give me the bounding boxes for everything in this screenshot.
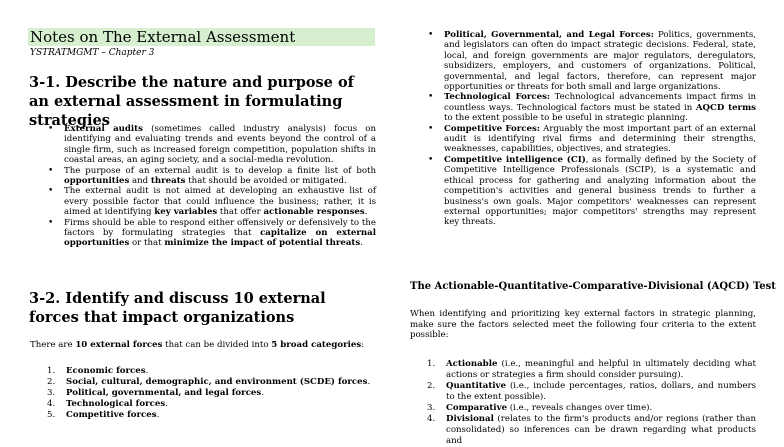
section-heading-3-2: 3-2. Identify and discuss 10 external forces that impact organizations <box>29 290 326 326</box>
item-number: 1. <box>47 366 56 376</box>
bold-term: actionable responses <box>263 207 365 218</box>
aqcd-intro: When identifying and prioritizing key external factors in strategic planning, make sure the factors selected meet the following four criteria to the extent possible: <box>410 309 756 341</box>
item-text: . <box>156 410 160 420</box>
list-item <box>410 92 756 123</box>
list-item <box>30 218 376 249</box>
section-heading-3-1: 3-1. Describe the nature and purpose of an external assessment in formulating strategies <box>29 74 354 129</box>
bold-term: Comparative <box>446 403 508 413</box>
list-item <box>30 388 376 399</box>
bold-term: Actionable <box>446 359 498 369</box>
page-subtitle: YSTRATMGMT – Chapter 3 <box>30 48 155 58</box>
item-text: (sometimes called industry analysis) focus on identifying and evaluating trends and events beyond the control of a single firm, such as increased foreign competition, population shifts in coastal areas, an aging society, and a social-media revolution. <box>64 124 377 166</box>
item-text: that should be avoided or mitigated. <box>185 176 347 187</box>
item-text: The external audit is not aimed at developing an exhaustive list of every possible factor that could influence the business; rather, it is aimed at identifying <box>64 186 376 218</box>
bold-term: Divisional <box>446 414 494 424</box>
bold-term: 10 external forces <box>75 340 163 350</box>
item-text: that offer <box>217 207 264 218</box>
bold-term: Political, Governmental, and Legal Forces: <box>444 30 654 40</box>
item-text: Technological advancements impact firms in countless ways. Technological factors must be stated in <box>444 92 756 113</box>
list-item <box>410 359 756 381</box>
bold-term: Competitive Forces: <box>444 123 541 134</box>
external-forces-bullets <box>410 30 756 228</box>
aqcd-heading: The Actionable-Quantitative-Comparative-Divisional (AQCD) Test <box>410 281 776 292</box>
bold-term: threats <box>150 176 186 187</box>
item-number: 1. <box>427 359 436 369</box>
item-text: . <box>165 399 168 409</box>
item-text: . <box>367 377 371 387</box>
item-text: and <box>129 176 151 187</box>
aqcd-criteria-list <box>410 359 756 447</box>
item-text: or that <box>129 238 165 249</box>
list-item <box>30 377 376 388</box>
intro-text: : <box>361 340 365 350</box>
item-text: (relates to the firm's products and/or regions (rather than consolidated) so inferences can be drawn regarding what products and <box>446 414 756 446</box>
bold-term: Competitive intelligence (CI) <box>444 154 586 165</box>
item-text: Politics, governments, and legislators can often do impact strategic decisions. Federal, state, local, and foreign governments are major regulators, deregulators, subsidizers, employers, and customers of organizations. Political, governmental, and legal factors, therefore, can represent major opportunities or threats for both small and large organizations. <box>444 30 756 93</box>
page-title: Notes on The External Assessment <box>30 28 296 46</box>
bold-term: key variables <box>154 207 218 218</box>
item-text: Firms should be able to respond either offensively or defensively to the factors by formulating strategies that <box>64 217 376 239</box>
bold-term: minimize the impact of potential threats <box>164 238 361 249</box>
bold-term: Economic forces <box>66 366 146 376</box>
item-number: 5. <box>47 410 56 420</box>
item-text: to the extent possible to be useful in strategic planning. <box>444 113 688 124</box>
item-number: 2. <box>427 381 436 391</box>
list-item <box>410 155 756 228</box>
item-text: (i.e., include percentages, ratios, dollars, and numbers to the extent possible). <box>446 381 756 402</box>
item-text: . <box>145 366 149 376</box>
bold-term: Political, governmental, and legal forces <box>66 388 262 398</box>
section-3-1-bullets <box>30 124 376 249</box>
bold-term: Technological forces <box>66 399 166 409</box>
section-3-2-intro <box>30 340 376 351</box>
list-item <box>30 166 376 187</box>
bold-term: Quantitative <box>446 381 507 391</box>
list-item <box>30 399 376 410</box>
item-number: 3. <box>47 388 56 398</box>
item-text: (i.e., reveals changes over time). <box>507 403 653 413</box>
bold-term: AQCD terms <box>695 102 756 113</box>
item-text: (i.e., meaningful and helpful in ultimately deciding what actions or strategies a firm should consider pursuing). <box>446 359 756 380</box>
item-number: 2. <box>47 377 56 387</box>
list-item <box>30 410 376 421</box>
forces-list <box>30 366 376 421</box>
intro-text: There are <box>30 340 76 350</box>
item-text: . <box>360 238 363 249</box>
list-item <box>410 124 756 155</box>
bold-term: opportunities <box>64 176 130 187</box>
bold-term: Social, cultural, demographic, and environment (SCDE) forces <box>66 377 368 387</box>
bold-term: Technological Forces: <box>444 92 551 103</box>
item-number: 4. <box>47 399 56 409</box>
item-text: The purpose of an external audit is to develop a finite list of both <box>64 165 376 176</box>
bold-term: capitalize on external opportunities <box>64 228 377 249</box>
bold-term: Competitive forces <box>66 410 157 420</box>
item-text: . <box>261 388 264 398</box>
intro-text: that can be divided into <box>162 340 272 350</box>
bold-term: 5 broad categories <box>271 340 362 350</box>
list-item <box>410 403 756 414</box>
list-item <box>30 186 376 217</box>
item-number: 3. <box>427 403 436 413</box>
list-item <box>410 381 756 403</box>
bold-term: External audits <box>64 124 143 134</box>
list-item <box>30 366 376 377</box>
list-item <box>30 124 376 166</box>
list-item <box>410 30 756 92</box>
item-text: . <box>364 207 368 218</box>
item-text: Arguably the most important part of an external audit is identifying rival firms and determining their strengths, weaknesses, capabilities, objectives, and strategies. <box>444 123 757 155</box>
item-number: 4. <box>427 414 436 424</box>
item-text: , as formally defined by the Society of Competitive Intelligence Professionals (SCIP), is a systematic and ethical process for gathering and analyzing information about the competition's activities and general business trends to further a business's own goals. Major competitors' weaknesses can represent external opportunities; major competitors' strengths may represent key threats. <box>444 154 757 228</box>
list-item <box>410 414 756 447</box>
